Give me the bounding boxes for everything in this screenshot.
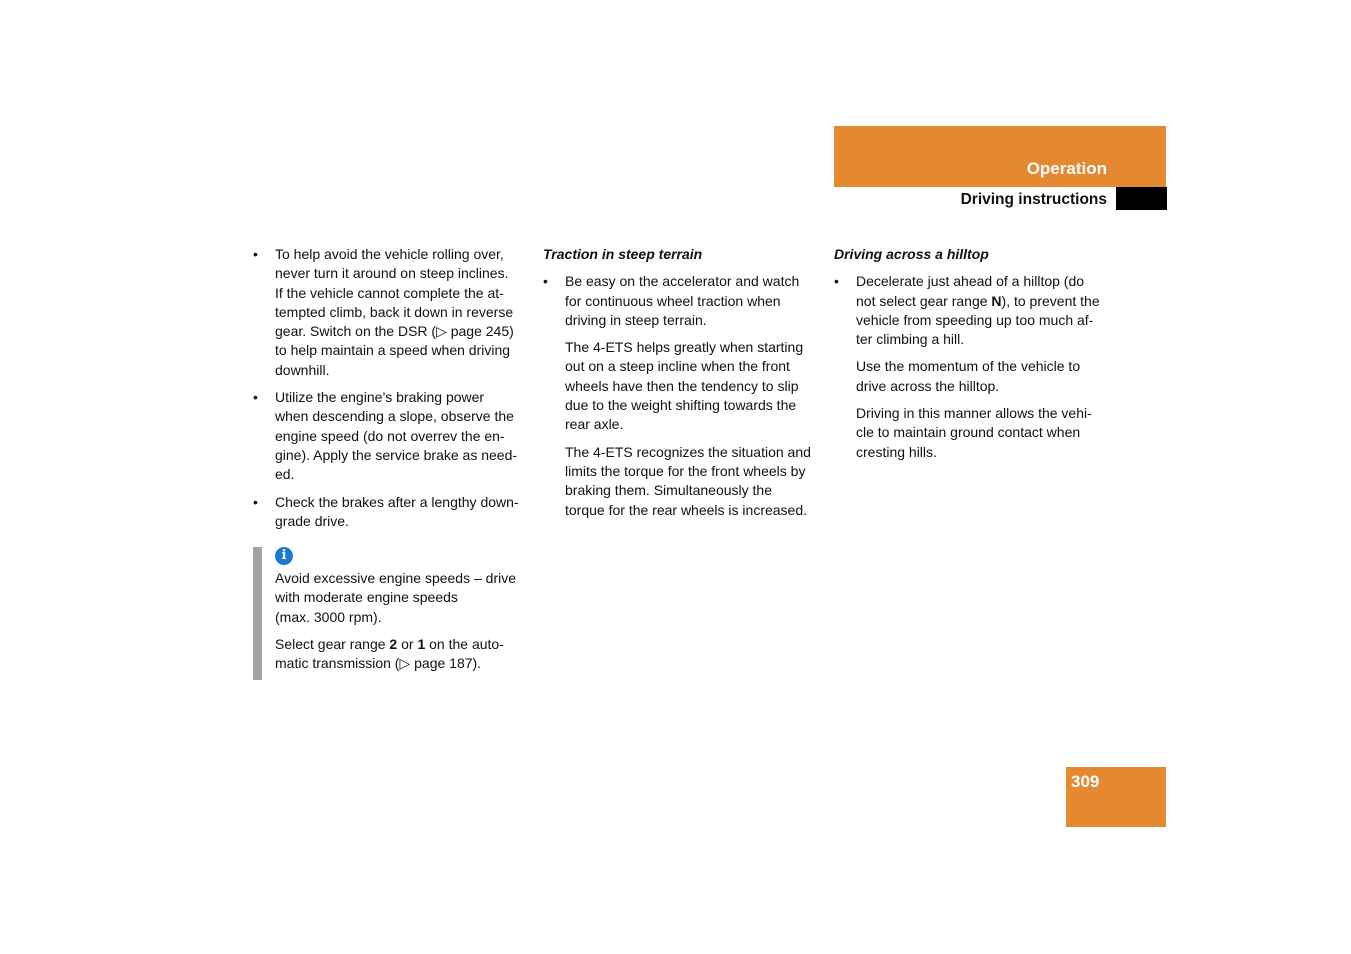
- list-item: • Be easy on the accelerator and watch for continuous wheel traction when driving in steep terrain.: [543, 272, 819, 330]
- page-number-box: [1066, 767, 1166, 827]
- paragraph: The 4-ETS helps greatly when starting out on a steep incline when the front wheels have then the tendency to slip due to the weight shifting towards the rear axle.: [565, 339, 804, 433]
- section-title: Operation: [1026, 159, 1107, 178]
- list-item: • Utilize the engine’s braking power when descending a slope, observe the engine speed (do not overrev the en- gine). Apply the service brake as need- ed.: [253, 388, 528, 484]
- section-heading: Driving across a hilltop: [834, 246, 989, 262]
- list-item: • Decelerate just ahead of a hilltop (do not select gear range N), to prevent the vehicle from speeding up too much af- ter climbing a hill.: [834, 272, 1108, 349]
- info-paragraph: Select gear range 2 or 1 on the auto- matic transmission (▷ page 187).: [275, 636, 504, 672]
- section-heading: Traction in steep terrain: [543, 246, 703, 262]
- subsection-title: Driving instructions: [960, 191, 1107, 208]
- paragraph: The 4-ETS recognizes the situation and limits the torque for the front wheels by braking them. Simultaneously the torque for the rear wheels is increased.: [565, 443, 811, 518]
- list-item: • Check the brakes after a lengthy down- grade drive.: [253, 493, 528, 532]
- info-icon: i: [275, 547, 293, 565]
- info-note: [253, 547, 528, 679]
- column-2: [543, 245, 819, 528]
- column-3: [834, 245, 1108, 470]
- paragraph: Use the momentum of the vehicle to drive across the hilltop.: [856, 358, 1081, 394]
- section-header-bar: [834, 126, 1166, 187]
- paragraph: Driving in this manner allows the vehi- cle to maintain ground contact when cresting hills.: [856, 405, 1092, 460]
- page-number: 309: [1071, 772, 1100, 791]
- column-1: [253, 245, 528, 680]
- subsection-marker: [1116, 187, 1167, 210]
- list-item: • To help avoid the vehicle rolling over, never turn it around on steep inclines. If the vehicle cannot complete the at- tempted climb, back it down in reverse gear. Switch on the DSR (▷ page 245) to help maintain a speed when driving downhill.: [253, 245, 528, 380]
- info-note-bar: [253, 547, 262, 679]
- info-paragraph: Avoid excessive engine speeds – drive with moderate engine speeds (max. 3000 rpm).: [275, 570, 517, 625]
